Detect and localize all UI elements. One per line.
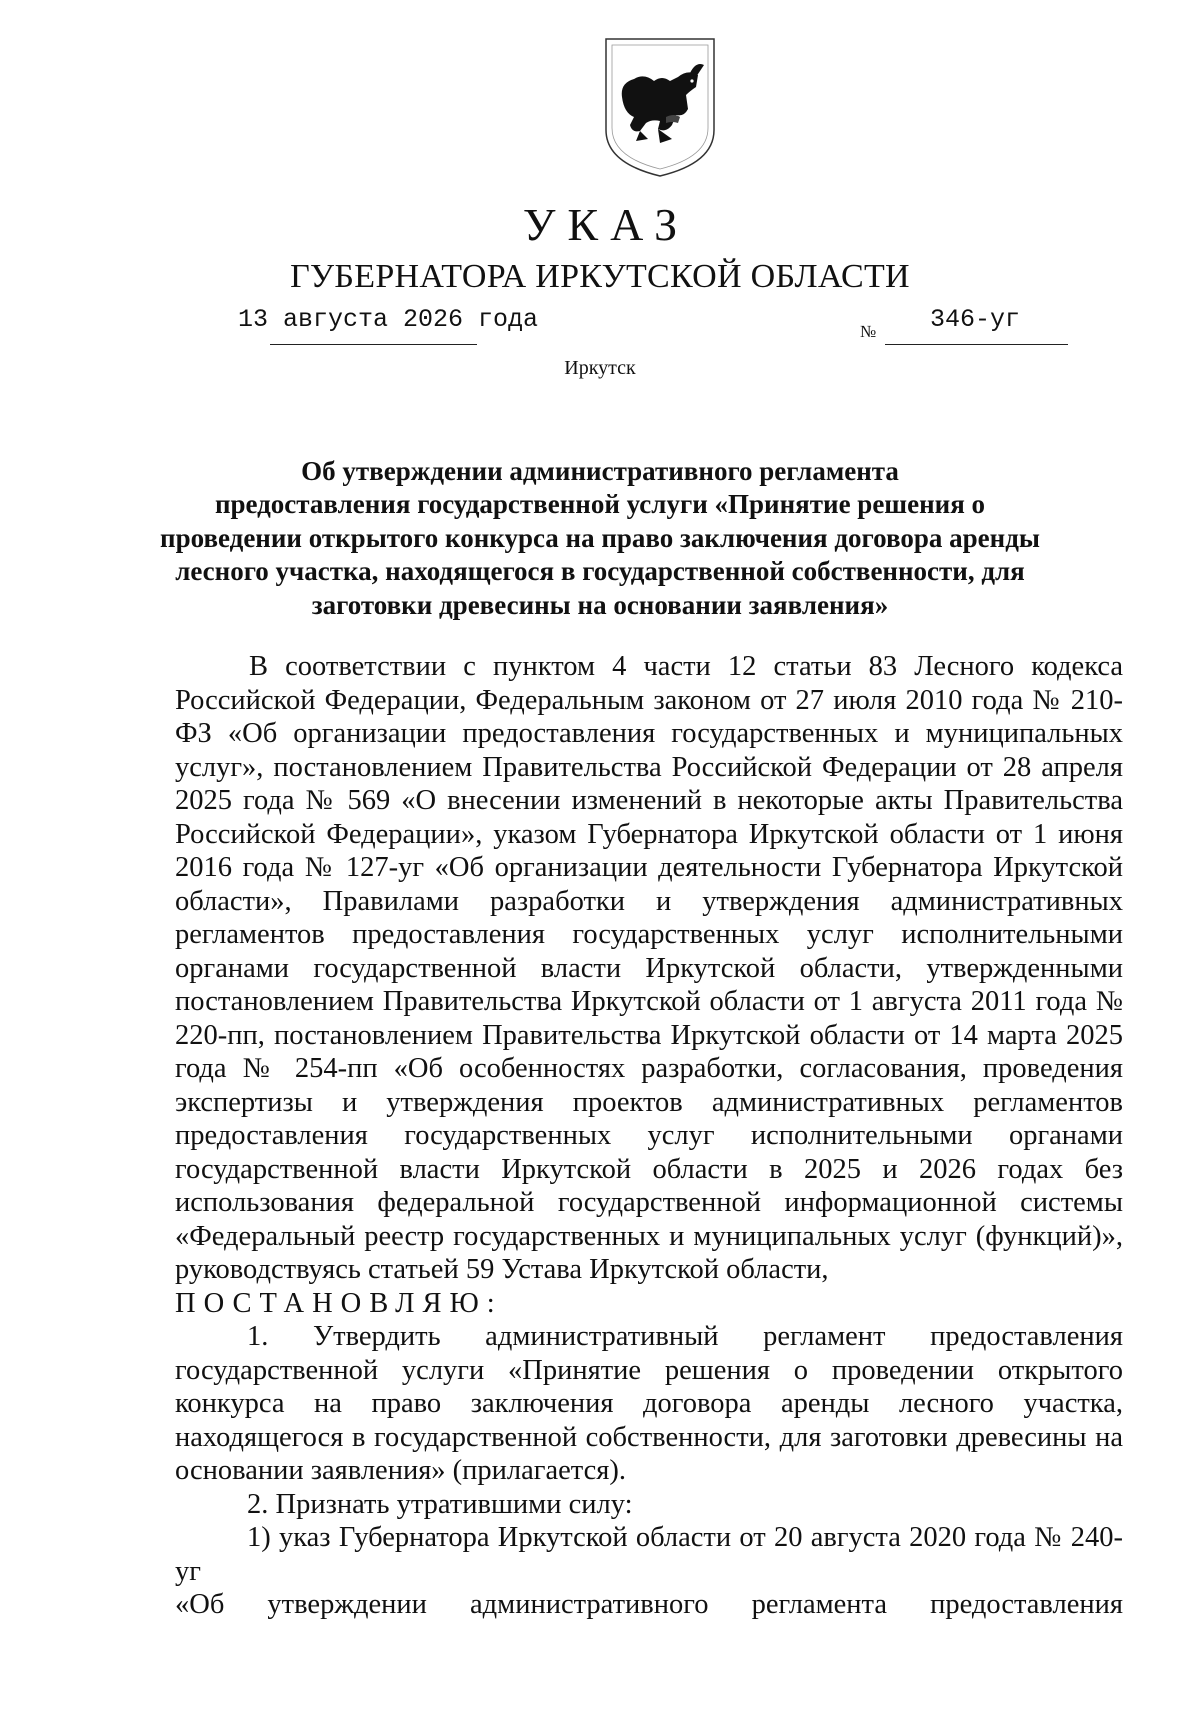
heading-line: лесного участка, находящегося в государственной собственности, для [175,556,1025,587]
resolve-word: ПОСТАНОВЛЯЮ: [175,1287,503,1319]
heading-line: проведении открытого конкурса на право заключения договора аренды [160,522,1040,553]
coat-of-arms-icon [600,35,720,180]
item-2-1-paragraph: 1) указ Губернатора Иркутской области от 20 августа 2020 года № 240-уг [175,1522,1123,1587]
number-underline [885,344,1068,345]
decree-issuer: ГУБЕРНАТОРА ИРКУТСКОЙ ОБЛАСТИ [290,258,910,295]
heading-line: заготовки древесины на основании заявления» [311,589,889,620]
decree-body [175,650,1123,1622]
item-1-paragraph: 1. Утвердить административный регламент предоставления государственной услуги «Принятие решения о проведении открытого конкурса на право заключения договора аренды лесного участка, находящегося в государственной собственности, для заготовки древесины на основании заявления» (прилагается). [175,1321,1123,1486]
decree-heading [150,455,1050,622]
decree-city: Иркутск [564,357,636,379]
preamble-paragraph: В соответствии с пунктом 4 части 12 статьи 83 Лесного кодекса Российской Федерации, Федеральным законом от 27 июля 2010 года № 210-ФЗ «Об организации предоставления государственных и муниципальных услуг», постановлением Правительства Российской Федерации от 28 апреля 2025 года № 569 «О внесении изменений в некоторые акты Правительства Российской Федерации», указом Губернатора Иркутской области от 1 июня 2016 года № 127-уг «Об организации деятельности Губернатора Иркутской области», Правилами разработки и утверждения административных регламентов предоставления государственных услуг исполнительными органами государственной власти Иркутской области, утвержденными постановлением Правительства Иркутской области от 1 августа 2011 года № 220-пп, постановлением Правительства Иркутской области от 14 марта 2025 года № 254-пп «Об особенностях разработки, согласования, проведения экспертизы и утверждения проектов административных регламентов предоставления государственных услуг исполнительными органами государственной власти Иркутской области в 2025 и 2026 годах без использования федеральной государственной информационной системы «Федеральный реестр государственных и муниципальных услуг (функций)», руководствуясь статьей 59 Устава Иркутской области, [175,651,1123,1285]
heading-line: Об утверждении административного регламента [301,456,899,486]
heading-line: предоставления государственной услуги «Принятие решения о [214,489,986,520]
item-2-1-continuation: «Об утверждении административного регламента предоставления [175,1589,1123,1620]
decree-title: УКАЗ [522,199,690,250]
decree-date: 13 августа 2026 года [238,305,539,334]
date-underline [270,344,477,345]
item-2-paragraph: 2. Признать утратившими силу: [247,1488,633,1520]
decree-number: 346-уг [930,305,1021,334]
number-label: № [860,322,877,341]
